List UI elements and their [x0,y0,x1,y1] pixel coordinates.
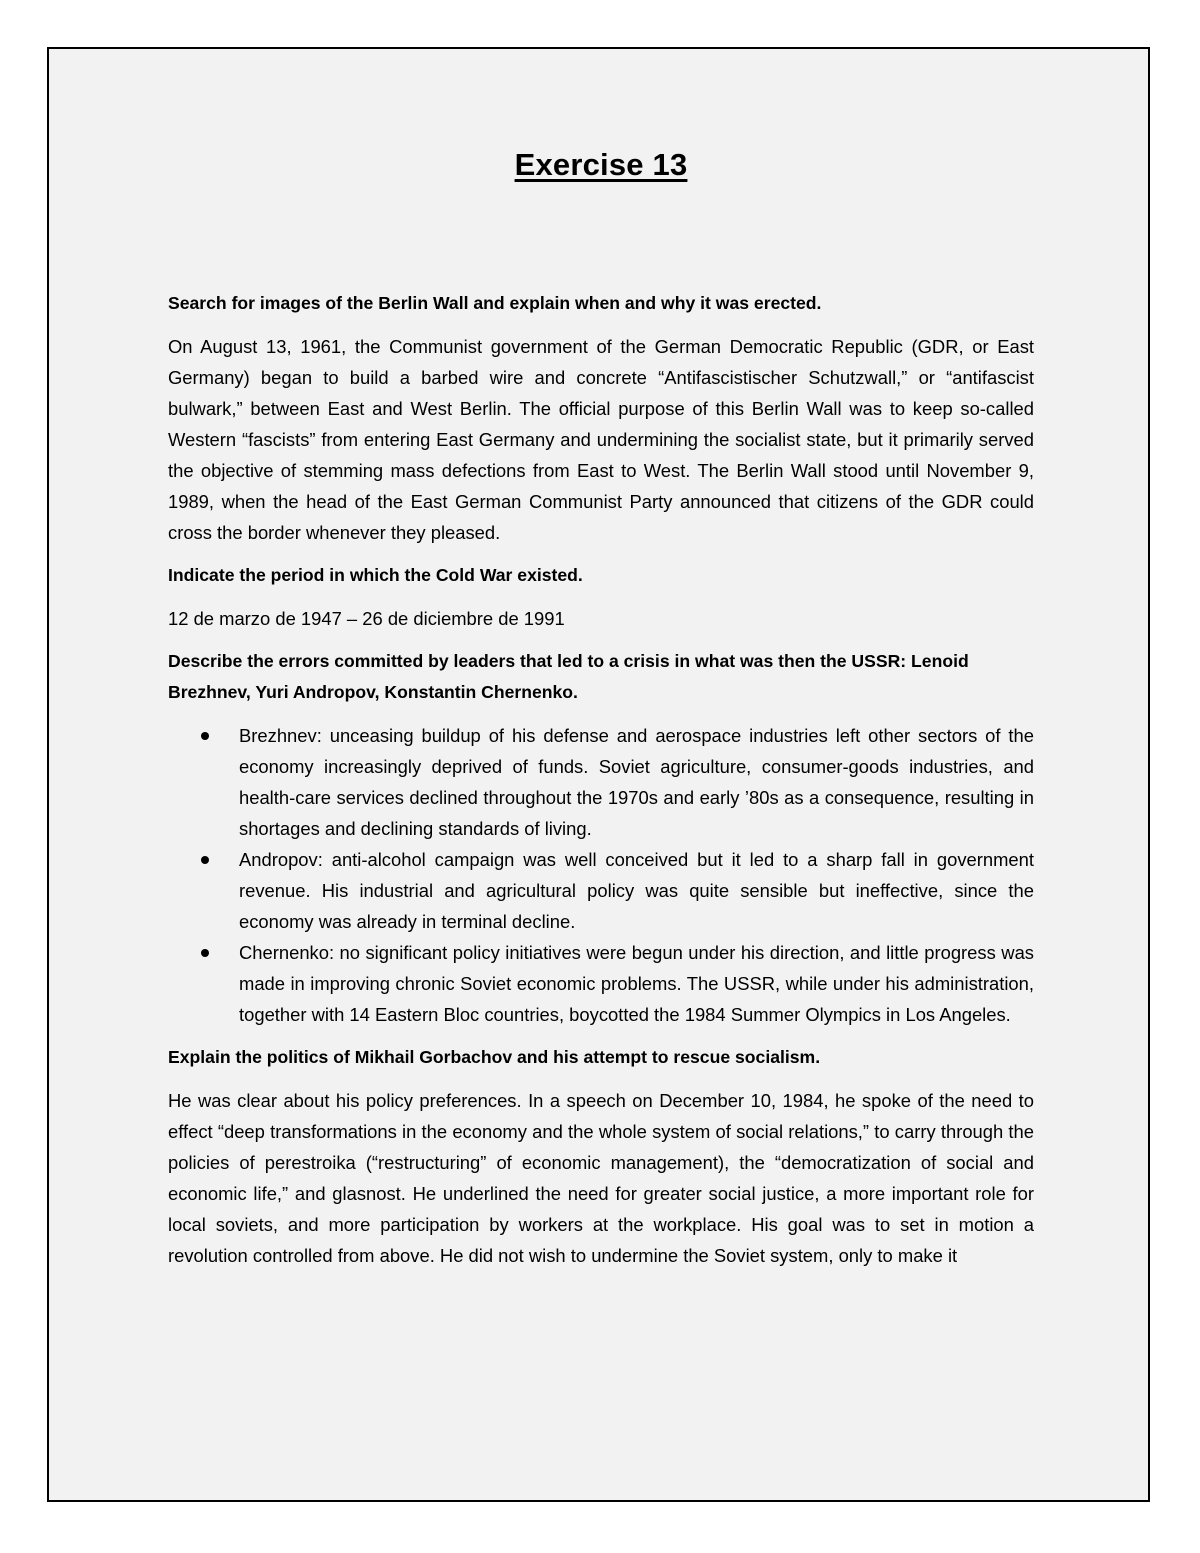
document-title: Exercise 13 [514,147,688,182]
list-item [168,844,1034,937]
question-gorbachov: Explain the politics of Mikhail Gorbachov and his attempt to rescue socialism. [168,1047,821,1067]
bullet-icon [201,732,209,740]
bullet-text-chernenko: Chernenko: no significant policy initiatives were begun under his direction, and little progress was made in improving chronic Soviet economic problems. The USSR, while under his administration, together with 14 Eastern Bloc countries, boycotted the 1984 Summer Olympics in Los Angeles. [239,942,1034,1025]
list-item [168,720,1034,844]
question-berlin-wall: Search for images of the Berlin Wall and explain when and why it was erected. [168,293,822,313]
answer-berlin-wall: On August 13, 1961, the Communist government of the German Democratic Republic (GDR, or East Germany) began to build a barbed wire and concrete “Antifascistischer Schutzwall,” or “antifascist bulwark,” between East and West Berlin. The official purpose of this Berlin Wall was to keep so-called Western “fascists” from entering East Germany and undermining the socialist state, but it primarily served the objective of stemming mass defections from East to West. The Berlin Wall stood until November 9, 1989, when the head of the East German Communist Party announced that citizens of the GDR could cross the border whenever they pleased. [168,336,1034,543]
document-content [168,147,1034,1283]
bullet-text-brezhnev: Brezhnev: unceasing buildup of his defense and aerospace industries left other sectors of the economy increasingly deprived of funds. Soviet agriculture, consumer-goods industries, and health-care services declined throughout the 1970s and early ’80s as a consequence, resulting in shortages and declining standards of living. [239,725,1034,839]
leaders-bullet-list [168,720,1034,1030]
answer-cold-war-period: 12 de marzo de 1947 – 26 de diciembre de 1991 [168,608,565,629]
answer-gorbachov: He was clear about his policy preferences. In a speech on December 10, 1984, he spoke of the need to effect “deep transformations in the economy and the whole system of social relations,” to carry through the policies of perestroika (“restructuring” of economic management), the “democratization of social and economic life,” and glasnost. He underlined the need for greater social justice, a more important role for local soviets, and more participation by workers at the workplace. His goal was to set in motion a revolution controlled from above. He did not wish to undermine the Soviet system, only to make it [168,1090,1034,1266]
list-item [168,937,1034,1030]
bullet-icon [201,949,209,957]
page-frame [47,47,1150,1502]
bullet-text-andropov: Andropov: anti-alcohol campaign was well conceived but it led to a sharp fall in government revenue. His industrial and agricultural policy was quite sensible but ineffective, since the economy was already in terminal decline. [239,849,1034,932]
question-cold-war-period: Indicate the period in which the Cold War existed. [168,565,583,585]
question-ussr-leaders: Describe the errors committed by leaders that led to a crisis in what was then the USSR: Lenoid Brezhnev, Yuri Andropov, Konstantin Chernenko. [168,651,969,702]
bullet-icon [201,856,209,864]
